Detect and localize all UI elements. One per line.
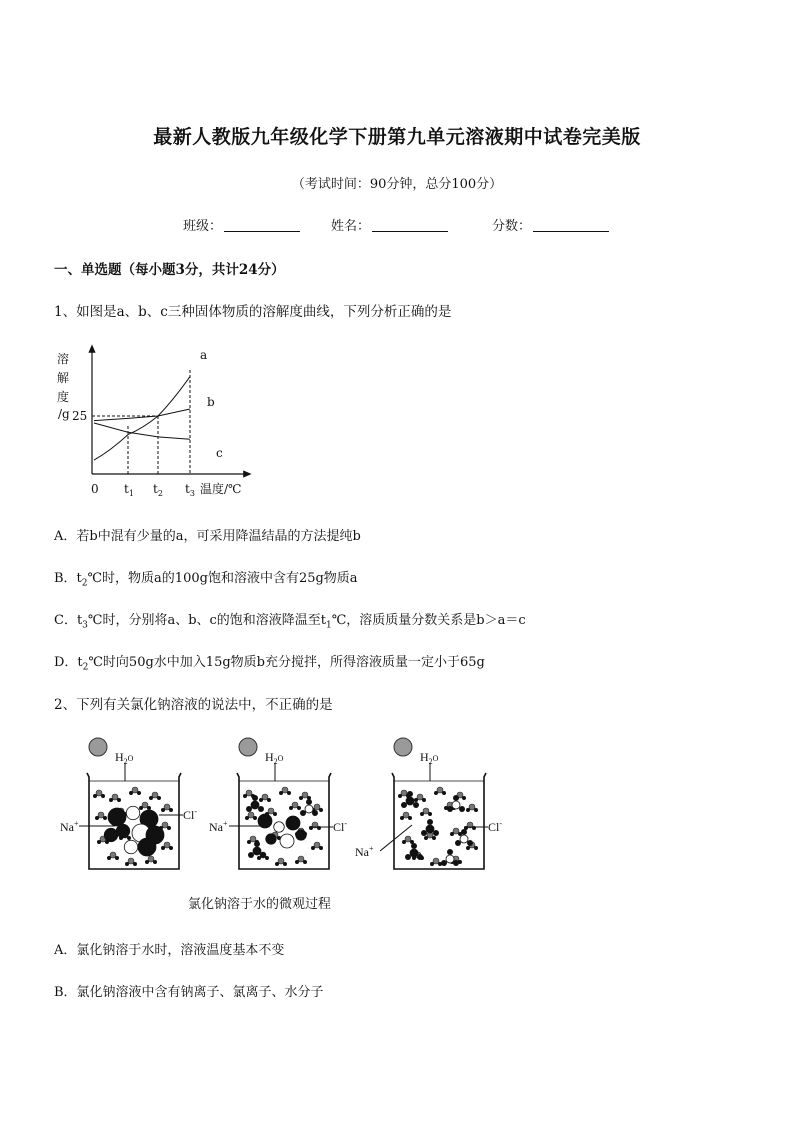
class-label: 班级：: [183, 219, 223, 234]
label-b: b: [207, 395, 215, 409]
ylabel-3: 度: [57, 390, 70, 404]
solubility-chart: [50, 340, 260, 502]
q1-option-c[interactable]: C．$t_3℃$时，分别将a、b、c的饱和溶液降温至$t_1℃$，溶质质量分数关系是b＞a＝c: [54, 613, 526, 631]
label-c: c: [216, 446, 223, 460]
curve-b: [94, 409, 190, 421]
xlabel: 温度/℃: [200, 482, 242, 496]
name-blank[interactable]: [372, 219, 448, 232]
cl-label: Cl-: [488, 819, 503, 834]
name-field: [331, 215, 448, 234]
exam-info: （考试时间：90分钟，总分100分）: [291, 177, 503, 192]
question-2-stem: 2、下列有关氯化钠溶液的说法中，不正确的是: [54, 697, 333, 713]
water-molecule-legend: [394, 738, 412, 756]
xtick-t3: $t_3$: [185, 482, 195, 498]
na-label: Na+: [60, 819, 79, 834]
name-label: 姓名：: [331, 219, 371, 234]
q2-option-b[interactable]: B．氯化钠溶液中含有钠离子、氯离子、水分子: [54, 985, 324, 1000]
score-label: 分数：: [492, 219, 532, 234]
nacl-dissolution-figure: [55, 735, 503, 885]
ylabel-4: /g: [58, 407, 70, 421]
water-label: $H_2^O$: [265, 750, 284, 766]
water-molecule-legend: [89, 738, 107, 756]
page-title: 最新人教版九年级化学下册第九单元溶液期中试卷完美版: [153, 126, 641, 148]
section-heading: 一、单选题（每小题3分，共计24分）: [54, 262, 285, 278]
class-blank[interactable]: [224, 219, 300, 232]
xtick-t2: $t_2$: [153, 482, 163, 498]
curve-a: [94, 377, 190, 461]
curve-c: [94, 423, 190, 439]
water-molecule-legend: [239, 738, 257, 756]
xtick-t1: $t_1$: [124, 482, 134, 498]
q2-option-a[interactable]: A．氯化钠溶于水时，溶液温度基本不变: [54, 943, 285, 958]
water-label: $H_2^O$: [420, 750, 439, 766]
question-1-stem: 1、如图是a、b、c三种固体物质的溶解度曲线，下列分析正确的是: [54, 304, 452, 320]
figure-caption: 氯化钠溶于水的微观过程: [188, 897, 332, 912]
ylabel-2: 解: [57, 371, 70, 385]
q1-option-d[interactable]: D．$t_2℃$时向50g水中加入15g物质b充分搅拌，所得溶液质量一定小于65g: [54, 655, 485, 673]
label-a: a: [200, 348, 208, 362]
ytick-25: 25: [72, 409, 88, 423]
ylabel-1: 溶: [57, 352, 70, 366]
score-blank[interactable]: [533, 219, 609, 232]
xtick-0: 0: [91, 482, 99, 496]
na-label: Na+: [355, 844, 374, 859]
cl-label: Cl-: [333, 819, 348, 834]
score-field: [492, 215, 609, 234]
q1-option-b[interactable]: B．$t_2℃$时，物质a的100g饱和溶液中含有25g物质a: [54, 571, 358, 589]
na-label: Na+: [209, 819, 228, 834]
water-label: $H_2^O$: [115, 750, 134, 766]
cl-label: Cl-: [183, 807, 198, 822]
class-field: [183, 215, 300, 234]
q1-option-a[interactable]: A．若b中混有少量的a，可采用降温结晶的方法提纯b: [54, 529, 361, 544]
